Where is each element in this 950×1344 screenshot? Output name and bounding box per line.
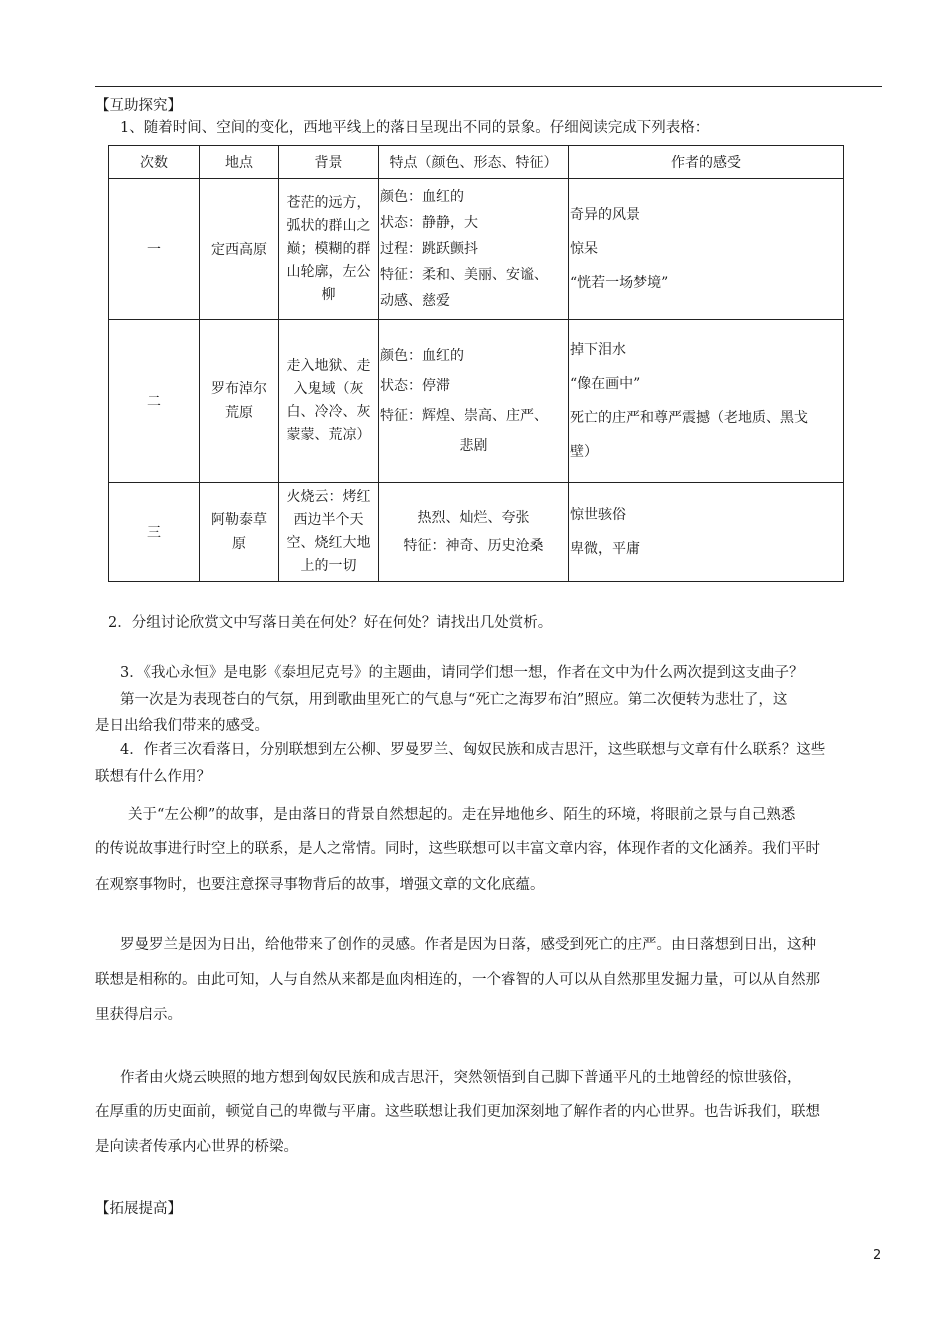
cell-line: 西边半个天	[293, 512, 364, 528]
question-3: 3．《我心永恒》是电影《泰坦尼克号》的主题曲，请同学们想一想，作者在文中为什么两次提到这支曲子？	[120, 665, 804, 681]
cell-line: 死亡的庄严和尊严震撼（老地质、黑戈	[570, 410, 808, 426]
paragraph-line: 关于“左公柳”的故事，是由落日的背景自然想起的。走在异地他乡、陌生的环境，将眼前之景与自己熟悉	[128, 807, 796, 823]
cell-place	[200, 179, 279, 320]
paragraph-line: 的传说故事进行时空上的联系，是人之常情。同时，这些联想可以丰富文章内容，体现作者的文化涵养。我们平时	[95, 841, 820, 857]
cell-line: 原	[232, 536, 246, 552]
cell-line: 蒙蒙、荒凉）	[286, 427, 371, 443]
question-2: 2．分组讨论欣赏文中写落日美在何处？好在何处？请找出几处赏析。	[108, 615, 553, 631]
paragraph-line: 联想是相称的。由此可知，人与自然从来都是血肉相连的，一个睿智的人可以从自然那里发掘力量，可以从自然那	[95, 972, 820, 988]
cell-line: 空、烧红大地	[286, 535, 371, 551]
cell-line: 热烈、灿烂、夸张	[417, 510, 530, 526]
cell-features	[379, 320, 569, 483]
table-row	[109, 179, 844, 320]
cell-line: 状态：停滞	[380, 378, 450, 394]
paragraph-line: 在厚重的历史面前，顿觉自己的卑微与平庸。这些联想让我们更加深刻地了解作者的内心世界。也告诉我们，联想	[95, 1104, 820, 1120]
cell-line: 柳	[321, 286, 336, 303]
cell-line: 入鬼域（灰	[293, 381, 364, 397]
cell-count: 三	[109, 483, 200, 582]
section-heading-extend: 【拓展提高】	[95, 1201, 182, 1217]
cell-line: 苍茫的远方，	[286, 194, 371, 211]
cell-line: 火烧云：烤红	[286, 489, 371, 505]
cell-line: 弧状的群山之	[286, 217, 371, 234]
cell-feelings	[569, 179, 844, 320]
header-place: 地点	[200, 146, 279, 179]
cell-line: “像在画中”	[570, 376, 641, 392]
cell-line: 山轮廓，左公	[286, 263, 371, 280]
cell-place	[200, 483, 279, 582]
section-heading-mutual: 【互助探究】	[95, 98, 182, 114]
cell-count: 二	[109, 320, 200, 483]
cell-line: 状态：静静，大	[380, 215, 478, 231]
question-4-line: 4．作者三次看落日，分别联想到左公柳、罗曼罗兰、匈奴民族和成吉思汗，这些联想与文章有什么联系？这些	[120, 742, 826, 758]
cell-line: 白、冷冷、灰	[286, 404, 371, 420]
cell-line: 壁）	[570, 444, 598, 460]
cell-line: 特征：柔和、美丽、安谧、	[380, 267, 548, 283]
answer-3-line: 是日出给我们带来的感受。	[95, 718, 269, 734]
cell-line: 阿勒泰草	[211, 512, 267, 528]
header-feelings: 作者的感受	[569, 146, 844, 179]
answer-3-line: 第一次是为表现苍白的气氛，用到歌曲里死亡的气息与“死亡之海罗布泊”照应。第二次便转为悲壮了，这	[120, 692, 788, 708]
cell-feelings	[569, 483, 844, 582]
cell-line: 惊世骇俗	[570, 507, 626, 523]
cell-background	[279, 320, 379, 483]
sunset-table	[108, 145, 844, 582]
cell-line: 卑微，平庸	[570, 541, 640, 557]
cell-line: 动感、慈爱	[380, 293, 450, 309]
cell-line: 惊呆	[570, 241, 598, 257]
cell-line: 特征：神奇、历史沧桑	[403, 538, 544, 554]
table-row	[109, 483, 844, 582]
cell-line: 奇异的风景	[570, 207, 640, 223]
table-header-row	[109, 146, 844, 179]
cell-background	[279, 179, 379, 320]
cell-background	[279, 483, 379, 582]
paragraph-line: 是向读者传承内心世界的桥梁。	[95, 1139, 298, 1155]
paragraph-line: 罗曼罗兰是因为日出，给他带来了创作的灵感。作者是因为日落，感受到死亡的庄严。由日落想到日出，这种	[120, 937, 816, 953]
page-number: 2	[873, 1248, 882, 1263]
cell-line: 定西高原	[211, 242, 267, 258]
paragraph-line: 里获得启示。	[95, 1007, 182, 1023]
cell-line: 颜色：血红的	[380, 348, 464, 364]
header-background: 背景	[279, 146, 379, 179]
paragraph-line: 在观察事物时，也要注意探寻事物背后的故事，增强文章的文化底蕴。	[95, 877, 545, 893]
cell-line: 颜色：血红的	[380, 189, 464, 205]
cell-line: 过程：跳跃颤抖	[380, 241, 478, 257]
header-features: 特点（颜色、形态、特征）	[379, 146, 569, 179]
paragraph-line: 作者由火烧云映照的地方想到匈奴民族和成吉思汗，突然领悟到自己脚下普通平凡的土地曾经的惊世骇俗，	[120, 1070, 802, 1086]
cell-line: 上的一切	[300, 558, 357, 574]
cell-feelings	[569, 320, 844, 483]
cell-features	[379, 483, 569, 582]
cell-line: 掉下泪水	[570, 342, 626, 358]
cell-features	[379, 179, 569, 320]
table-row	[109, 320, 844, 483]
header-rule	[95, 86, 882, 87]
cell-count: 一	[109, 179, 200, 320]
cell-line: 巅；模糊的群	[286, 240, 371, 257]
cell-line: 走入地狱、走	[286, 358, 371, 374]
header-count: 次数	[109, 146, 200, 179]
question-4-line: 联想有什么作用？	[95, 769, 211, 785]
question-1: 1、随着时间、空间的变化，西地平线上的落日呈现出不同的景象。仔细阅读完成下列表格：	[120, 120, 710, 136]
cell-line: 罗布淖尔	[211, 381, 267, 397]
cell-line: 悲剧	[459, 438, 488, 454]
cell-line: “恍若一场梦境”	[570, 275, 669, 291]
cell-line: 荒原	[225, 405, 253, 421]
cell-line: 特征：辉煌、崇高、庄严、	[380, 408, 548, 424]
cell-place	[200, 320, 279, 483]
